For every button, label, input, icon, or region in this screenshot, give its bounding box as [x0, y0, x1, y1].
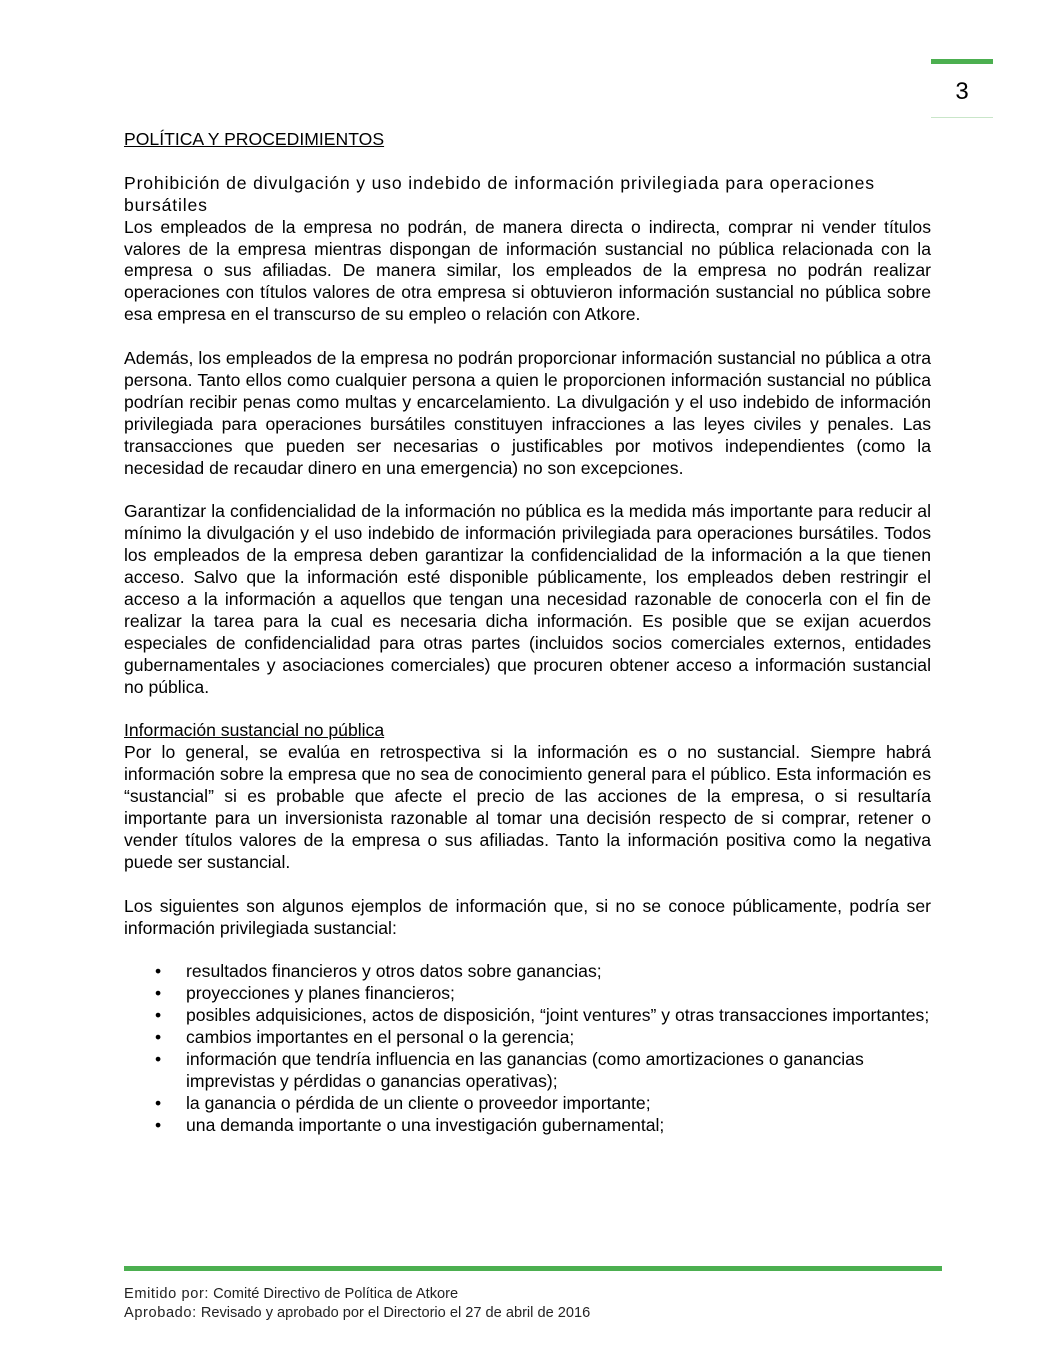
footer-approved-value: Revisado y aprobado por el Directorio el 27 de abril de 2016 [200, 1305, 591, 1321]
examples-intro: Los siguientes son algunos ejemplos de información que, si no se conoce públicamente, podría ser información privilegiada sustancial: [124, 895, 931, 938]
list-item [124, 1115, 931, 1137]
bullet-icon: • [155, 1092, 162, 1113]
list-item [124, 1005, 931, 1027]
spacer [124, 326, 931, 348]
list-item [124, 983, 931, 1005]
spacer [124, 699, 931, 721]
spacer [124, 479, 931, 501]
footer-approved-line [124, 1304, 590, 1323]
list-item-text: posibles adquisiciones, actos de disposición, “joint ventures” y otras transacciones importantes; [186, 1005, 930, 1026]
footer-accent-bar [124, 1266, 942, 1271]
list-item [124, 961, 931, 983]
footer-issued-label: Emitido por: [124, 1286, 210, 1302]
section-title: POLÍTICA Y PROCEDIMIENTOS [124, 129, 385, 149]
list-item-text: información que tendría influencia en las ganancias (como amortizaciones o ganancias imprevistas y pérdidas o ganancias operativas); [186, 1048, 864, 1091]
page-number-rule [931, 117, 993, 118]
bullet-icon: • [155, 1005, 162, 1026]
info-section-paragraph: Por lo general, se evalúa en retrospectiva si la información es o no sustancial. Siempre habrá información sobre la empresa que no sea de conocimiento general para el público. Esta información es “sustancial” si es probable que afecte el precio de las acciones de la empresa, o si resultaría importante para un inversionista razonable al tomar una decisión respecto de si comprar, retener o vender títulos valores de la empresa o sus afiliadas. Tanto la información positiva como la negativa puede ser sustancial. [124, 742, 931, 872]
footer-issued-line [124, 1285, 590, 1304]
list-item [124, 1049, 931, 1093]
paragraph-3: Garantizar la confidencialidad de la información no pública es la medida más importante para reducir al mínimo la divulgación y el uso indebido de información privilegiada para operaciones bursátiles. Todos los empleados de la empresa deben garantizar la confidencialidad de la información a la que tienen acceso. Salvo que la información esté disponible públicamente, los empleados deben restringir el acceso a la información a aquellos que tengan una necesidad razonable de conocerla con el fin de realizar la tarea para la cual es necesaria dicha información. Es posible que se exijan acuerdos especiales de confidencialidad para otras partes (incluidos socios comerciales externos, entidades gubernamentales y asociaciones comerciales) que procuren obtener acceso a información sustancial no pública. [124, 501, 931, 697]
list-item-text: cambios importantes en el personal o la gerencia; [186, 1027, 575, 1048]
list-item [124, 1027, 931, 1049]
paragraph-2: Además, los empleados de la empresa no podrán proporcionar información sustancial no pública a otra persona. Tanto ellos como cualquier persona a quien le proporcionen información sustancial no pública podrían recibir penas como multas y encarcelamiento. La divulgación y el uso indebido de información privilegiada para operaciones bursátiles constituyen infracciones a las leyes civiles y penales. Las transacciones que pueden ser necesarias o justificables por motivos independientes (como la necesidad de recaudar dinero en una emergencia) no son excepciones. [124, 348, 931, 478]
footer-issued-value: Comité Directivo de Política de Atkore [213, 1286, 459, 1302]
paragraph-1: Los empleados de la empresa no podrán, de manera directa o indirecta, comprar ni vender títulos valores de la empresa mientras dispongan de información sustancial no pública relacionada con la empresa o sus afiliadas. De manera similar, los empleados de la empresa no podrán realizar operaciones con títulos valores de otra empresa si obtuvieron información sustancial no pública sobre esa empresa en el transcurso de su empleo o relación con Atkore. [124, 216, 931, 325]
list-item-text: una demanda importante o una investigación gubernamental; [186, 1114, 665, 1135]
list-item-text: proyecciones y planes financieros; [186, 983, 455, 1004]
list-item [124, 1093, 931, 1115]
document-body [124, 129, 931, 1137]
footer [124, 1285, 590, 1323]
spacer [124, 151, 931, 173]
bullet-icon: • [155, 1048, 162, 1069]
info-section-title: Información sustancial no pública [124, 720, 385, 741]
page-number: 3 [955, 78, 969, 105]
bullet-icon: • [155, 1027, 162, 1048]
footer-approved-label: Aprobado: [124, 1305, 197, 1321]
spacer [124, 939, 931, 961]
subsection-title: Prohibición de divulgación y uso indebido de información privilegiada para operaciones bursátiles [124, 172, 875, 215]
list-item-text: resultados financieros y otros datos sobre ganancias; [186, 961, 602, 982]
examples-list [124, 961, 931, 1136]
list-item-text: la ganancia o pérdida de un cliente o proveedor importante; [186, 1092, 651, 1113]
bullet-icon: • [155, 983, 162, 1004]
page-number-accent-bar [931, 59, 993, 64]
spacer [124, 874, 931, 896]
bullet-icon: • [155, 961, 162, 982]
bullet-icon: • [155, 1114, 162, 1135]
